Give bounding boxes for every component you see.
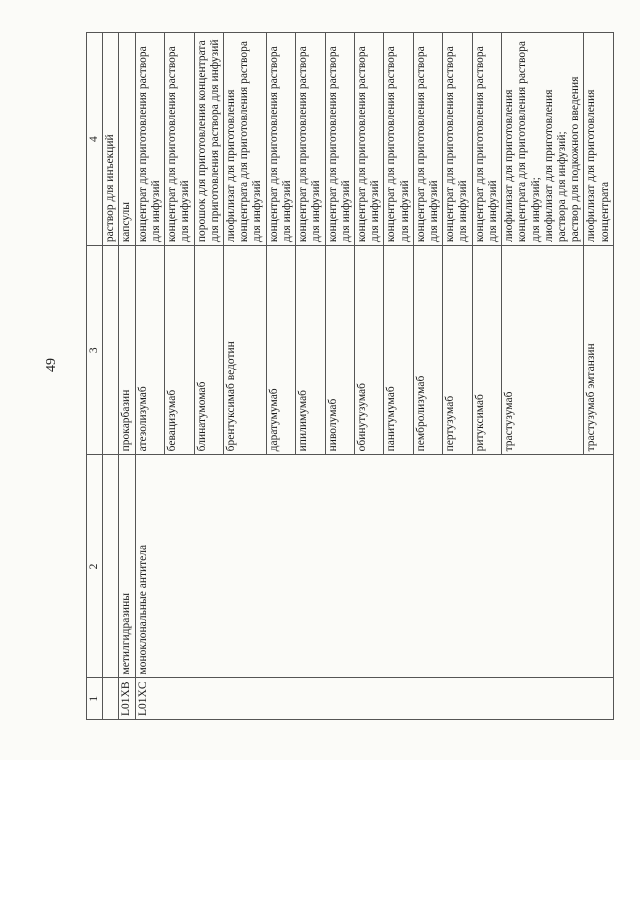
atc-group-cell bbox=[103, 455, 119, 678]
drug-name-cell: бевацизумаб bbox=[165, 246, 194, 455]
dosage-form-cell: концентрат для приготовления раствора для инфузий bbox=[354, 33, 383, 246]
dosage-form-cell: концентрат для приготовления раствора для инфузий bbox=[384, 33, 413, 246]
drug-table bbox=[86, 32, 614, 720]
table-row bbox=[135, 33, 164, 720]
dosage-form-cell: концентрат для приготовления раствора для инфузий bbox=[413, 33, 442, 246]
dosage-form-cell: концентрат для приготовления раствора для инфузий bbox=[472, 33, 501, 246]
drug-name-cell: пембролизумаб bbox=[413, 246, 442, 455]
drug-name-cell: трастузумаб bbox=[502, 246, 584, 455]
drug-name-cell: блинатумомаб bbox=[194, 246, 223, 455]
drug-name-cell: даратумумаб bbox=[266, 246, 295, 455]
column-number-4: 4 bbox=[87, 33, 103, 246]
drug-name-cell: ритуксимаб bbox=[472, 246, 501, 455]
dosage-form-cell: концентрат для приготовления раствора для инфузий bbox=[266, 33, 295, 246]
drug-name-cell: ниволумаб bbox=[325, 246, 354, 455]
table-row bbox=[103, 33, 119, 720]
dosage-form-cell: порошок для приготовления концентрата для приготовления раствора для инфузий bbox=[194, 33, 223, 246]
header-row bbox=[87, 33, 103, 720]
atc-code-cell bbox=[103, 678, 119, 720]
rotated-table-wrapper bbox=[86, 32, 611, 720]
atc-group-cell: метилгидразины bbox=[119, 455, 135, 678]
atc-code-cell: L01XB bbox=[119, 678, 135, 720]
column-number-3: 3 bbox=[87, 246, 103, 455]
dosage-form-cell: концентрат для приготовления раствора для инфузий bbox=[325, 33, 354, 246]
drug-name-cell: трастузумаб эмтанзин bbox=[584, 246, 613, 455]
dosage-form-cell: раствор для инъекций bbox=[103, 33, 119, 246]
column-number-1: 1 bbox=[87, 678, 103, 720]
dosage-form-cell: концентрат для приготовления раствора для инфузий bbox=[443, 33, 472, 246]
drug-name-cell: атезолизумаб bbox=[135, 246, 164, 455]
dosage-form-cell: капсулы bbox=[119, 33, 135, 246]
atc-code-cell: L01XC bbox=[135, 678, 613, 720]
column-number-2: 2 bbox=[87, 455, 103, 678]
dosage-form-cell: лиофилизат для приготовления концентрата bbox=[584, 33, 613, 246]
drug-name-cell: брентуксимаб ведотин bbox=[223, 246, 266, 455]
drug-name-cell: прокарбазин bbox=[119, 246, 135, 455]
drug-name-cell: ипилимумаб bbox=[296, 246, 325, 455]
drug-name-cell: панитумумаб bbox=[384, 246, 413, 455]
drug-name-cell: обинутузумаб bbox=[354, 246, 383, 455]
dosage-form-cell: концентрат для приготовления раствора для инфузий bbox=[165, 33, 194, 246]
page-number: 49 bbox=[44, 358, 59, 372]
table-row bbox=[119, 33, 135, 720]
drug-name-cell bbox=[103, 246, 119, 455]
dosage-form-cell: лиофилизат для приготовления концентрата для приготовления раствора для инфузий; лиофилизат для приготовления раствора для инфузий; раствор для подкожного введения bbox=[502, 33, 584, 246]
atc-group-cell: моноклональные антитела bbox=[135, 455, 613, 678]
dosage-form-cell: концентрат для приготовления раствора для инфузий bbox=[296, 33, 325, 246]
dosage-form-cell: концентрат для приготовления раствора для инфузий bbox=[135, 33, 164, 246]
dosage-form-cell: лиофилизат для приготовления концентрата для приготовления раствора для инфузий bbox=[223, 33, 266, 246]
drug-name-cell: пертузумаб bbox=[443, 246, 472, 455]
